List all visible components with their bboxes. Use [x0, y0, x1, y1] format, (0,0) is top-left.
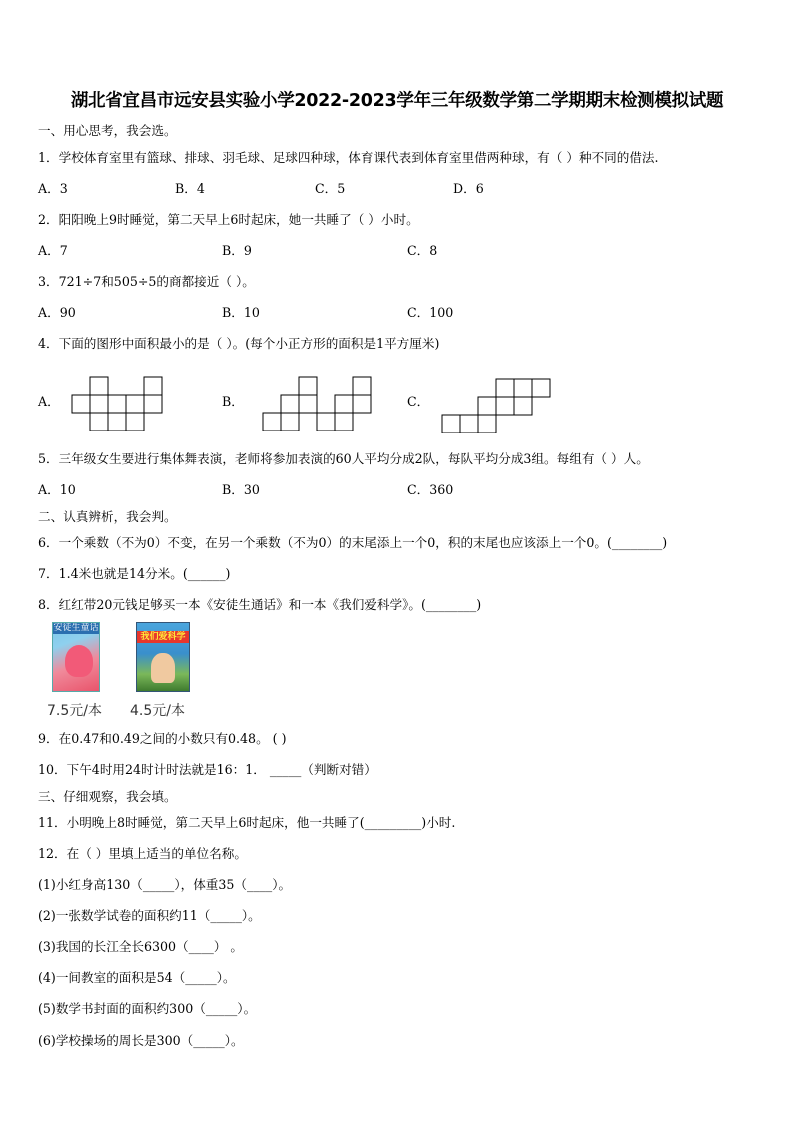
q5-option-a: A．10: [38, 482, 76, 497]
q4-option-c: C．: [407, 394, 430, 409]
question-1: 1．学校体育室里有篮球、排球、羽毛球、足球四种球，体育课代表到体育室里借两种球，有（ ）种不同的借法.: [38, 150, 659, 165]
figure-a-grid: [71, 376, 166, 431]
q12-item-2: (2)一张数学试卷的面积约11（_____）。: [38, 908, 261, 923]
q3-option-a: A．90: [38, 305, 76, 320]
question-8: 8．红红带20元钱足够买一本《安徒生通话》和一本《我们爱科学》。(________): [38, 597, 482, 612]
question-9: 9．在0.47和0.49之间的小数只有0.48。 ( ): [38, 731, 287, 746]
book2-price: 4.5元/本: [130, 703, 185, 719]
q3-option-c: C．100: [407, 305, 454, 320]
page-title: 湖北省宜昌市远安县实验小学2022-2023学年三年级数学第二学期期末检测模拟试题: [70, 91, 724, 111]
q5-option-b: B．30: [222, 482, 260, 497]
question-6: 6．一个乘数（不为0）不变，在另一个乘数（不为0）的末尾添上一个0，积的末尾也应该添上一个0。(________): [38, 535, 668, 550]
q12-item-1: (1)小红身高130（_____），体重35（____）。: [38, 877, 292, 892]
figure-b-grid: [262, 376, 377, 431]
q1-option-d: D．6: [453, 181, 484, 196]
q5-option-c: C．360: [407, 482, 454, 497]
question-2: 2．阳阳晚上9时睡觉，第二天早上6时起床，她一共睡了（ ）小时。: [38, 212, 419, 227]
question-3: 3．721÷7和505÷5的商都接近（ ）。: [38, 274, 255, 289]
question-5: 5．三年级女生要进行集体舞表演，老师将参加表演的60人平均分成2队，每队平均分成3组。每组有（ ）人。: [38, 451, 649, 466]
q1-option-a: A．3: [38, 181, 68, 196]
q1-option-b: B．4: [175, 181, 205, 196]
q1-option-c: C．5: [315, 181, 346, 196]
question-11: 11．小明晚上8时睡觉，第二天早上6时起床，他一共睡了(_________)小时.: [38, 815, 456, 830]
question-12: 12．在（ ）里填上适当的单位名称。: [38, 846, 247, 861]
q4-option-a: A．: [38, 394, 60, 409]
book2-title: 我们爱科学: [137, 631, 189, 643]
q2-option-b: B．9: [222, 243, 252, 258]
book-cover-andersen: [52, 622, 100, 692]
q12-item-3: (3)我国的长江全长6300（____） 。: [38, 939, 244, 954]
q2-option-c: C．8: [407, 243, 438, 258]
heart-icon: [65, 645, 93, 677]
section-1-heading: 一、用心思考，我会选。: [38, 123, 177, 138]
q4-option-b: B．: [222, 394, 244, 409]
q12-item-6: (6)学校操场的周长是300（_____）。: [38, 1033, 244, 1048]
illustration-icon: [151, 653, 175, 683]
q2-option-a: A．7: [38, 243, 68, 258]
book1-title: 安徒生童话: [53, 623, 99, 633]
question-10: 10．下午4时用24时计时法就是16：1． _____（判断对错）: [38, 762, 377, 777]
section-3-heading: 三、仔细观察，我会填。: [38, 789, 177, 804]
figure-c-grid: [441, 378, 553, 433]
q12-item-5: (5)数学书封面的面积约300（_____）。: [38, 1001, 257, 1016]
q12-item-4: (4)一间教室的面积是54（_____）。: [38, 970, 236, 985]
question-4: 4．下面的图形中面积最小的是（ ）。(每个小正方形的面积是1平方厘米): [38, 336, 440, 351]
section-2-heading: 二、认真辨析，我会判。: [38, 509, 177, 524]
book-cover-science: [136, 622, 190, 692]
book1-price: 7.5元/本: [47, 703, 102, 719]
question-7: 7．1.4米也就是14分米。(______): [38, 566, 231, 581]
q3-option-b: B．10: [222, 305, 260, 320]
